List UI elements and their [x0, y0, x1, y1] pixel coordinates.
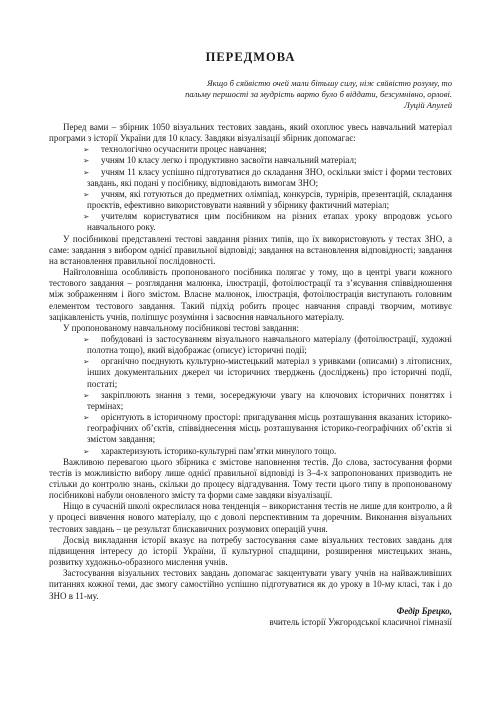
signature-name: Федір Брецко,: [396, 605, 452, 616]
bullet-item: [49, 155, 452, 166]
paragraph: Досвід викладання історії вказує на потребу застосування саме візуальних тестових завдань для підвищення інтересу до історії України, її культурної спадщини, розширення мистецьких знань, розвитку художньо-образного мислення учнів.: [49, 534, 452, 568]
bullet-text: характеризують історико-культурні пам’ятки минулого тощо.: [101, 445, 337, 456]
arrow-bullet-icon: ➢: [83, 413, 90, 423]
arrow-bullet-icon: ➢: [83, 145, 90, 155]
arrow-bullet-icon: ➢: [83, 446, 90, 456]
bullet-item: [49, 334, 452, 356]
bullet-text: учням 10 класу легко і продуктивно засвоїти навчальний матеріал;: [101, 155, 357, 166]
signature-position: вчитель історії Ужгородської класичної гімназії: [269, 617, 452, 628]
bullet-item: [49, 167, 452, 189]
paragraph: Найголовніша особливість пропонованого посібника полягає у тому, що в центрі уваги кожного тестового завдання – розглядання малюнка, ілюстрації, фотоілюстрації та з’ясування співвідношення між зображенням і його змістом. Власне малюнок, ілюстрація, фотоілюстрація виступають головним елементом тестового завдання. Такий підхід робить процес навчання справді творчим, мотивує зацікавленість учнів, поліпшує розуміння і засвоєння навчального матеріалу.: [49, 267, 452, 322]
bullet-text: учням, які готуються до предметних олімпіад, конкурсів, турнірів, презентацій, складання проєктів, ефективно використовувати наявний у збірнику фактичний матеріал;: [87, 188, 452, 211]
bullet-text: учителям користуватися цим посібником на різних етапах уроку впродовж усього навчального року.: [87, 211, 452, 233]
arrow-bullet-icon: ➢: [83, 357, 90, 367]
page-title: ПЕРЕДМОВА: [205, 50, 296, 64]
bullet-text: побудовані із застосуванням візуального навчального матеріалу (фотоілюстрації, художні полотна тощо), який відображає (описує) історичні події;: [87, 333, 452, 356]
epigraph-line: Якщо б сяйвістю очей мали бітьшу силу, ніж сяйвістю розуму, то: [206, 78, 452, 88]
arrow-bullet-icon: ➢: [83, 212, 90, 222]
bullet-text: органічно поєднують культурно-мистецький матеріал з уривками (описами) з літописних, інших документальних джерел чи історичних тверджень (досліджень) про історичні події, постаті;: [87, 356, 452, 389]
bullet-item: [49, 144, 452, 155]
bullet-text: учням 11 класу успішно підготуватися до складання ЗНО, оскільки зміст і форми тестових завдань, які подані у посібнику, відповідають вимогам ЗНО;: [87, 166, 452, 188]
bullet-item: [49, 211, 452, 233]
bullet-item: [49, 412, 452, 445]
bullet-item: [49, 446, 452, 457]
bullet-text: закріплюють знання з теми, зосереджуючи увагу на ключових історичних поняттях і термінах;: [87, 389, 452, 411]
paragraph: У пропонованому навчальному посібникові тестові завдання:: [63, 322, 299, 333]
paragraph: Важливою перевагою цього збірника є змістове наповнення тестів. До слова, застосування форми тестів із можливістю вибору лише однієї правильної відповіді із 3–4-х запропонованих призводить не стільки до контролю знань, скільки до процесу відгадування. Тому тести цього типу в пропонованому посібникові набули оновленого змісту та форми саме завдяки візуалізації.: [49, 456, 452, 501]
arrow-bullet-icon: ➢: [83, 334, 90, 344]
arrow-bullet-icon: ➢: [83, 167, 90, 177]
bullet-item: [49, 390, 452, 412]
arrow-bullet-icon: ➢: [83, 156, 90, 166]
bullet-text: орієнтують в історичному просторі: пригадування місць розташування вказаних історико-географічних об’єктів, співвіднесення місць розташування історико-географічних об’єктів зі змістом завдання;: [87, 412, 452, 445]
bullet-item: [49, 356, 452, 389]
epigraph: [49, 78, 452, 111]
arrow-bullet-icon: ➢: [83, 390, 90, 400]
signature: [49, 606, 452, 629]
document-body: [49, 122, 452, 602]
arrow-bullet-icon: ➢: [83, 189, 90, 199]
paragraph: Перед вами – збірник 1050 візуальних тестових завдань, який охоплює увесь навчальний матеріал програми з історії України для 10 класу. Завдяки візуалізації збірник допомагає:: [49, 122, 452, 144]
paragraph: Застосування візуальних тестових завдань допомагає закцентувати увагу учнів на найважливіших питаннях кожної теми, дає змогу самостійно успішно підготуватися як до уроку в 10-му класі, так і до ЗНО в 11-му.: [49, 568, 452, 601]
bullet-text: технологічно осучаснити процес навчання;: [101, 144, 267, 155]
epigraph-author: Луцій Апулей: [404, 100, 452, 110]
paragraph: Ніщо в сучасній школі окреслилася нова тенденція – використання тестів не лише для контролю, а й у процесі вивчення нового матеріалу, що є доволі перспективним та доречним. Виконання візуальних тестових завдань – це результат блискавичних розумових операцій учня.: [49, 501, 452, 534]
paragraph: У посібникові представлені тестові завдання різних типів, що їх використовують у тестах ЗНО, а саме: завдання з вибором однієї правильної відповіді; завдання на встановлення відповідності; завдання на встановлення правильної послідовності.: [49, 233, 452, 266]
bullet-item: [49, 189, 452, 211]
epigraph-line: пальму першості за мудрість варто було б віддати, безсумнівно, орлові.: [185, 89, 452, 99]
